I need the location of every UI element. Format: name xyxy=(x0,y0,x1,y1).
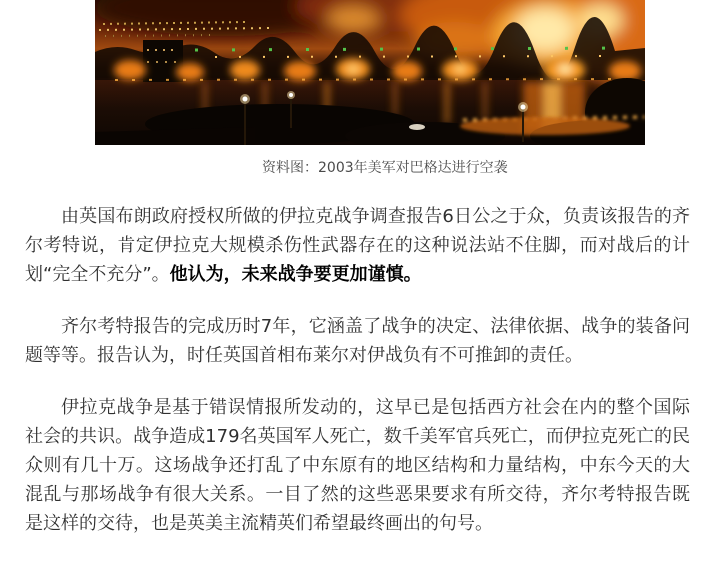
paragraph-text: 由英国布朗政府授权所做的伊拉克战争调查报告6日公之于众，负责该报告的齐尔考特说，肯定伊拉克大规模杀伤性武器存在的这种说法站不住脚，而对战后的计划“完全不充分”。 xyxy=(25,206,690,285)
article-paragraph xyxy=(25,202,690,289)
photo-caption: 资料图：2003年美军对巴格达进行空袭 xyxy=(262,160,508,176)
paragraph-text: 齐尔考特报告的完成历时7年，它涵盖了战争的决定、法律依据、战争的装备问题等等。报告认为，时任英国首相布莱尔对伊战负有不可推卸的责任。 xyxy=(25,316,690,366)
article-paragraph xyxy=(25,312,690,370)
article-body xyxy=(0,202,711,538)
baghdad-airstrike-photo xyxy=(95,0,645,145)
paragraph-bold-text: 他认为，未来战争要更加谨慎。 xyxy=(169,264,422,285)
article-photo xyxy=(95,0,645,145)
paragraph-text: 伊拉克战争是基于错误情报所发动的，这早已是包括西方社会在内的整个国际社会的共识。战争造成179名英国军人死亡，数千美军官兵死亡，而伊拉克死亡的民众则有几十万。这场战争还打乱了中东原有的地区结构和力量结构，中东今天的大混乱与那场战争有很大关系。一目了然的这些恶果要求有所交待，齐尔考特报告既是这样的交待，也是英美主流精英们希望最终画出的句号。 xyxy=(25,397,690,534)
article-paragraph xyxy=(25,393,690,538)
